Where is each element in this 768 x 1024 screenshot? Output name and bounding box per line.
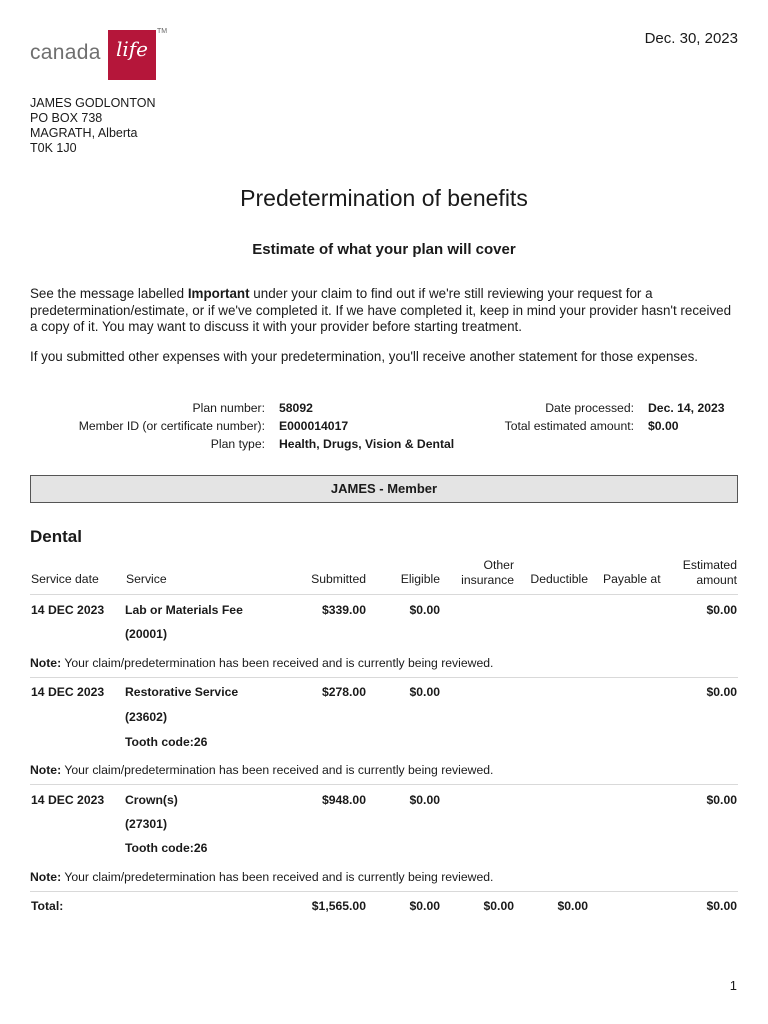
row-1-service: Lab or Materials Fee (125, 603, 243, 617)
row-2-tooth-code: Tooth code:26 (125, 735, 208, 749)
header-submitted: Submitted (311, 572, 366, 586)
row-1-estimated: $0.00 (706, 603, 737, 617)
plan-type-label: Plan type: (210, 437, 265, 451)
note-label: Note: (30, 870, 62, 884)
row-1-note (30, 656, 493, 670)
member-header-bar: JAMES - Member (30, 475, 738, 503)
note-text: Your claim/predetermination has been received and is currently being reviewed. (61, 656, 494, 670)
date-processed-label: Date processed: (545, 401, 634, 415)
row-2-code: (23602) (125, 710, 168, 724)
header-estimated-line2: amount (696, 573, 737, 587)
section-title-dental: Dental (30, 527, 82, 546)
intro-text-post: under your claim to find out if we're still reviewing your request for a predetermination/estimate, or if we've completed it. If we have completed it, keep in mind your provider hasn't received a copy of it. You may want to discuss it with your provider before starting treatment. (30, 286, 732, 334)
header-other-insurance (461, 558, 514, 588)
address-line: JAMES GODLONTON (30, 96, 156, 110)
note-text: Your claim/predetermination has been received and is currently being reviewed. (61, 870, 494, 884)
intro-text-bold: Important (187, 286, 250, 301)
mailing-address (30, 96, 155, 156)
member-id-label: Member ID (or certificate number): (78, 419, 265, 433)
total-label: Total: (31, 899, 64, 913)
total-estimated-label: Total estimated amount: (504, 419, 634, 433)
row-3-tooth-code: Tooth code:26 (125, 841, 208, 855)
table-divider (30, 784, 738, 785)
total-eligible: $0.00 (409, 899, 440, 913)
header-payable-at: Payable at (603, 572, 661, 586)
total-estimated-value: $0.00 (648, 419, 679, 433)
header-estimated-line1: Estimated (682, 558, 737, 572)
intro-paragraph (30, 286, 738, 336)
row-2-note (30, 763, 493, 777)
logo-wordmark: canada (30, 41, 101, 64)
address-line: T0K 1J0 (30, 141, 77, 155)
row-3-service: Crown(s) (125, 793, 178, 807)
table-divider (30, 677, 738, 678)
row-2-service: Restorative Service (125, 685, 239, 699)
table-divider (30, 594, 738, 595)
header-eligible: Eligible (400, 572, 440, 586)
address-line: PO BOX 738 (30, 111, 103, 125)
page-subtitle: Estimate of what your plan will cover (252, 241, 516, 258)
page-number: 1 (729, 978, 737, 993)
row-2-estimated: $0.00 (706, 685, 737, 699)
address-line: MAGRATH, Alberta (30, 126, 138, 140)
row-3-note (30, 870, 493, 884)
note-text: Your claim/predetermination has been received and is currently being reviewed. (61, 763, 494, 777)
row-3-service-date: 14 DEC 2023 (31, 793, 105, 807)
canada-life-logo (30, 30, 170, 82)
total-other-insurance: $0.00 (483, 899, 514, 913)
row-3-submitted: $948.00 (321, 793, 366, 807)
row-3-estimated: $0.00 (706, 793, 737, 807)
header-other-insurance-line2: insurance (461, 573, 514, 587)
row-3-code: (27301) (125, 817, 168, 831)
other-expenses-paragraph: If you submitted other expenses with your predetermination, you'll receive another statement for those expenses. (30, 349, 698, 364)
plan-number-label: Plan number: (192, 401, 265, 415)
member-id-value: E000014017 (279, 419, 349, 433)
header-estimated-amount (683, 558, 737, 588)
note-label: Note: (30, 763, 62, 777)
header-service: Service (126, 572, 167, 586)
header-service-date: Service date (31, 572, 99, 586)
logo-trademark: TM (157, 28, 168, 35)
row-3-eligible: $0.00 (409, 793, 440, 807)
note-label: Note: (30, 656, 62, 670)
row-1-service-date: 14 DEC 2023 (31, 603, 105, 617)
table-divider (30, 891, 738, 892)
total-submitted: $1,565.00 (311, 899, 366, 913)
date-processed-value: Dec. 14, 2023 (648, 401, 725, 415)
header-other-insurance-line1: Other (483, 558, 514, 572)
row-2-service-date: 14 DEC 2023 (31, 685, 105, 699)
row-2-eligible: $0.00 (409, 685, 440, 699)
row-1-submitted: $339.00 (321, 603, 366, 617)
plan-type-value: Health, Drugs, Vision & Dental (279, 437, 455, 451)
total-deductible: $0.00 (557, 899, 588, 913)
total-estimated: $0.00 (706, 899, 737, 913)
intro-text-pre: See the message labelled (30, 286, 188, 301)
header-deductible: Deductible (530, 572, 588, 586)
page-title: Predetermination of benefits (240, 185, 528, 211)
logo-mark-text: life (115, 37, 149, 61)
row-1-code: (20001) (125, 627, 168, 641)
statement-date: Dec. 30, 2023 (644, 30, 738, 47)
row-1-eligible: $0.00 (409, 603, 440, 617)
row-2-submitted: $278.00 (321, 685, 366, 699)
plan-number-value: 58092 (279, 401, 313, 415)
